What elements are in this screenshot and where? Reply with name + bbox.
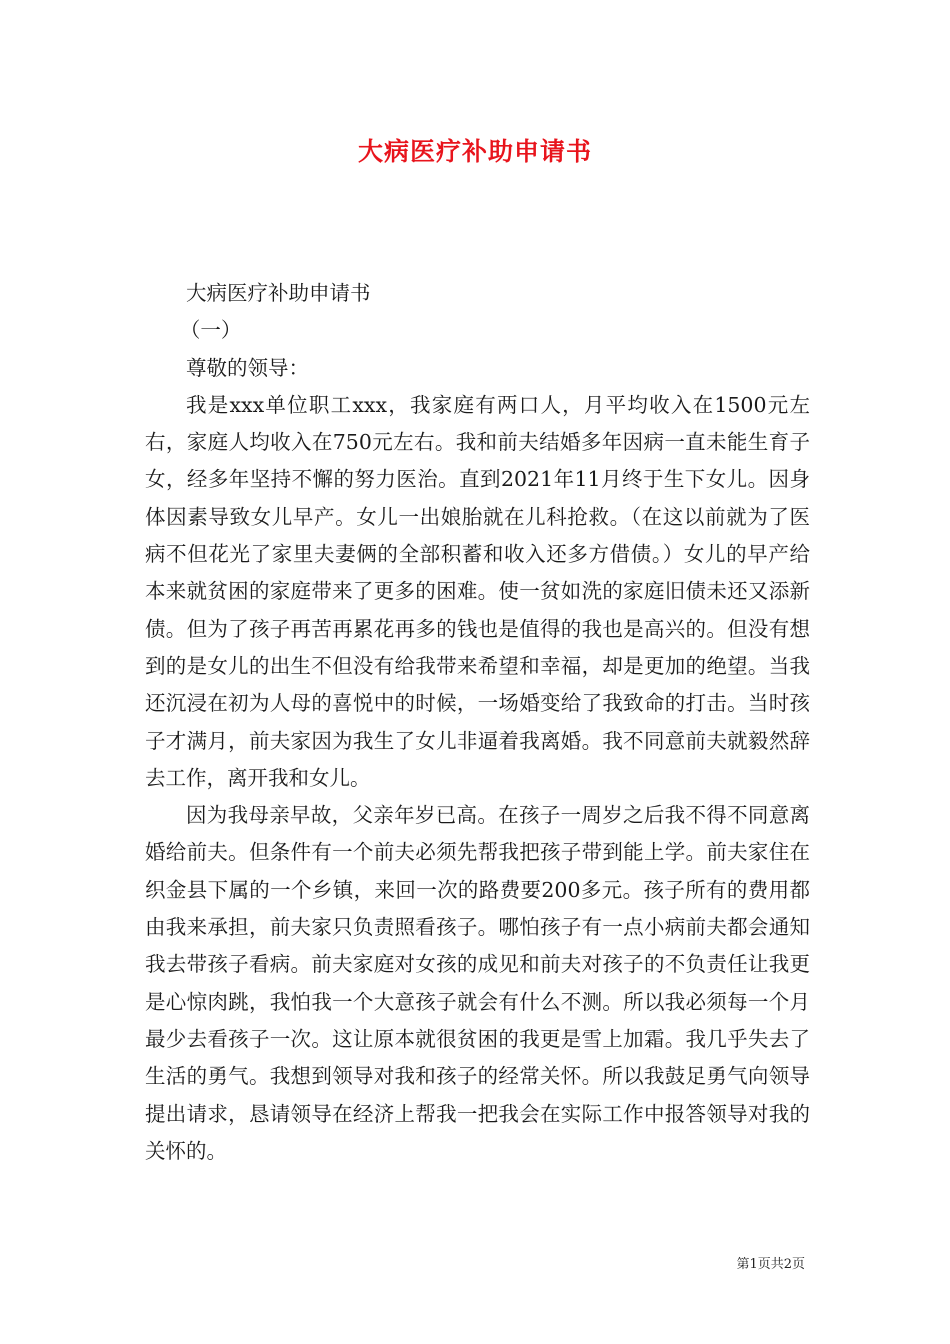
document-body [145,275,810,1170]
section-label: （一） [179,318,242,343]
document-title: 大病医疗补助申请书 [357,137,592,166]
body-paragraph: 我是xxx单位职工xxx，我家庭有两口人，月平均收入在1500元左右，家庭人均收入在750元左右。我和前夫结婚多年因病一直未能生育子女，经多年坚持不懈的努力医治。直到2021年11月终于生下女儿。因身体因素导致女儿早产。女儿一出娘胎就在儿科抢救。（在这以前就为了医病不但花光了家里夫妻俩的全部积蓄和收入还多方借债。）女儿的早产给本来就贫困的家庭带来了更多的困难。使一贫如洗的家庭旧债未还又添新债。但为了孩子再苦再累花再多的钱也是值得的我也是高兴的。但没有想到的是女儿的出生不但没有给我带来希望和幸福，却是更加的绝望。当我还沉浸在初为人母的喜悦中的时候，一场婚变给了我致命的打击。当时孩子才满月，前夫家因为我生了女儿非逼着我离婚。我不同意前夫就毅然辞去工作，离开我和女儿。 [145,392,810,790]
subtitle: 大病医疗补助申请书 [186,281,371,305]
body-paragraph: 因为我母亲早故，父亲年岁已高。在孩子一周岁之后我不得不同意离婚给前夫。但条件有一个前夫必须先帮我把孩子带到能上学。前夫家住在织金县下属的一个乡镇，来回一次的路费要200多元。孩子所有的费用都由我来承担，前夫家只负责照看孩子。哪怕孩子有一点小病前夫都会通知我去带孩子看病。前夫家庭对女孩的成见和前夫对孩子的不负责任让我更是心惊肉跳，我怕我一个大意孩子就会有什么不测。所以我必须每一个月最少去看孩子一次。这让原本就很贫困的我更是雪上加霜。我几乎失去了生活的勇气。我想到领导对我和孩子的经常关怀。所以我鼓足勇气向领导提出请求，恳请领导在经济上帮我一把我会在实际工作中报答领导对我的关怀的。 [145,803,810,1163]
greeting: 尊敬的领导： [186,355,309,380]
page-number: 第1页共2页 [736,1257,805,1272]
